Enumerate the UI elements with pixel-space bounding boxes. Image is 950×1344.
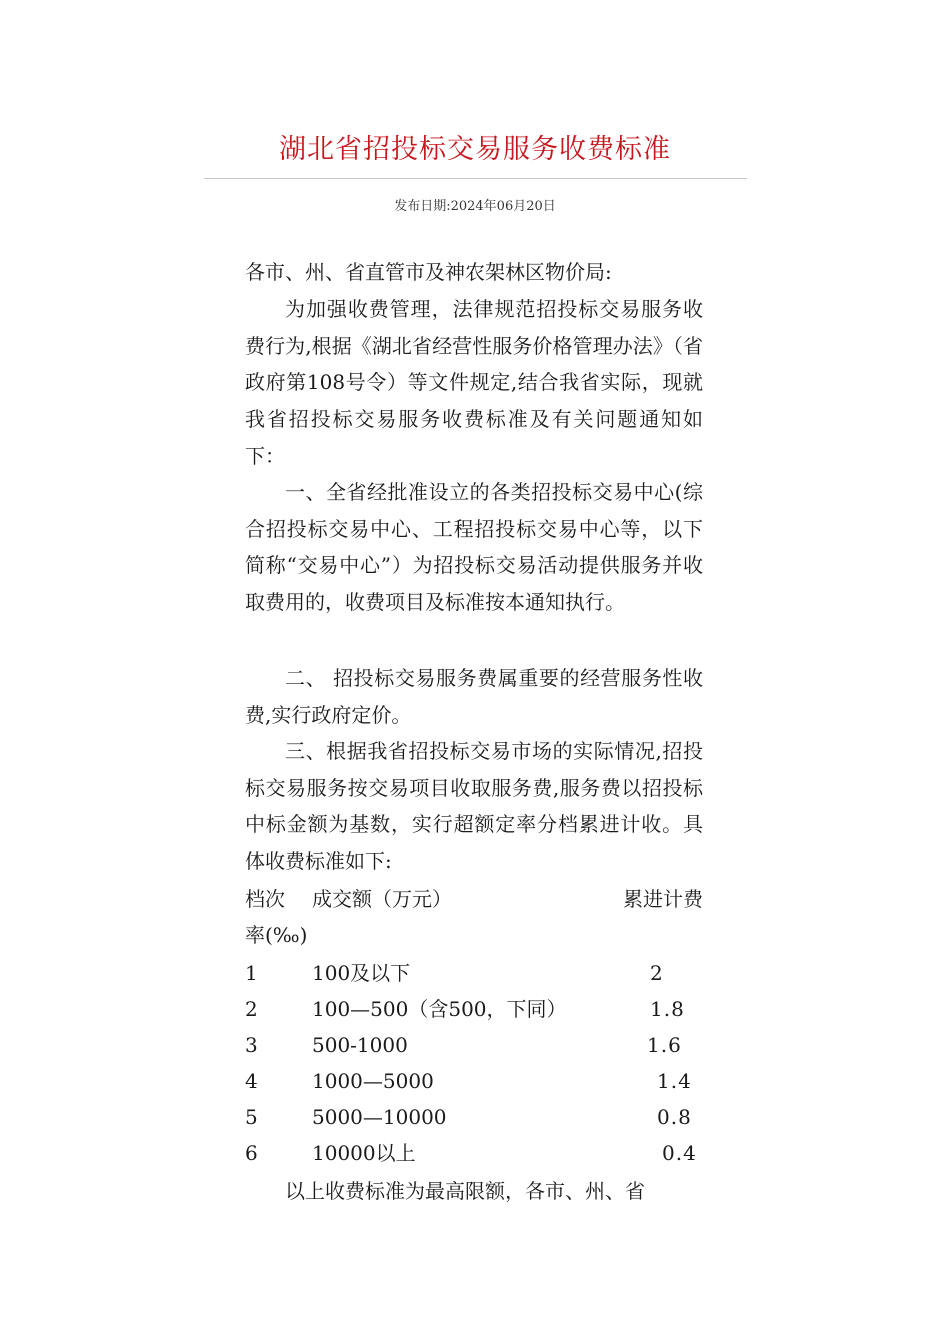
fee-table-row <box>245 1063 703 1099</box>
page-title: 湖北省招投标交易服务收费标准 <box>279 134 671 165</box>
paragraph-text: 一、全省经批准设立的各类招投标交易中心(综合招投标交易中心、工程招投标交易中心等，以下简称“交易中心”）为招投标交易活动提供服务并收取费用的，收费项目及标准按本通知执行。 <box>245 480 703 615</box>
paragraph-item-1 <box>245 474 703 621</box>
paragraph-text: 二、 招投标交易服务费属重要的经营服务性收费,实行政府定价。 <box>245 666 703 727</box>
paragraph-text: 为加强收费管理，法律规范招投标交易服务收费行为,根据《湖北省经营性服务价格管理办法》（省政府第108号令）等文件规定,结合我省实际，现就我省招投标交易服务收费标准及有关问题通知如下： <box>245 297 703 468</box>
fee-table-row <box>245 1135 703 1171</box>
header-rate: 累进计费 <box>623 887 703 911</box>
row-rate: 0.4 <box>662 1141 697 1165</box>
row-level: 4 <box>245 1069 258 1093</box>
row-amount: 100及以下 <box>312 961 411 985</box>
row-level: 6 <box>245 1141 258 1165</box>
fee-table-row <box>245 1099 703 1135</box>
row-rate: 1.6 <box>647 1033 682 1057</box>
row-rate: 1.4 <box>657 1069 692 1093</box>
row-amount: 10000以上 <box>312 1141 416 1165</box>
row-amount: 5000—10000 <box>312 1105 447 1129</box>
row-level: 2 <box>245 997 258 1021</box>
row-amount: 1000—5000 <box>312 1069 434 1093</box>
header-amount: 成交额（万元） <box>312 887 452 911</box>
header-level: 档次 <box>245 887 285 911</box>
fee-table-row <box>245 991 703 1027</box>
publish-date: 发布日期:2024年06月20日 <box>394 199 556 214</box>
header-rate-continued: 率(‰) <box>245 923 308 947</box>
row-rate: 1.8 <box>650 997 685 1021</box>
row-amount: 100—500（含500，下同） <box>312 997 567 1021</box>
row-level: 1 <box>245 961 258 985</box>
paragraph-intro <box>245 291 703 475</box>
paragraph-closing: 以上收费标准为最高限额，各市、州、省 <box>285 1179 645 1203</box>
row-rate: 2 <box>650 961 664 985</box>
title-divider <box>204 178 747 179</box>
row-amount: 500-1000 <box>312 1033 408 1057</box>
row-level: 3 <box>245 1033 258 1057</box>
paragraph-item-3 <box>245 733 703 880</box>
fee-table-row <box>245 1027 703 1063</box>
paragraph-text: 三、根据我省招投标交易市场的实际情况,招投标交易服务按交易项目收取服务费,服务费以招投标中标金额为基数，实行超额定率分档累进计收。具体收费标准如下: <box>245 739 703 874</box>
row-rate: 0.8 <box>657 1105 692 1129</box>
greeting-line: 各市、州、省直管市及神农架林区物价局: <box>245 260 612 284</box>
paragraph-item-2 <box>245 660 703 733</box>
fee-table-row <box>245 955 703 991</box>
row-level: 5 <box>245 1105 258 1129</box>
